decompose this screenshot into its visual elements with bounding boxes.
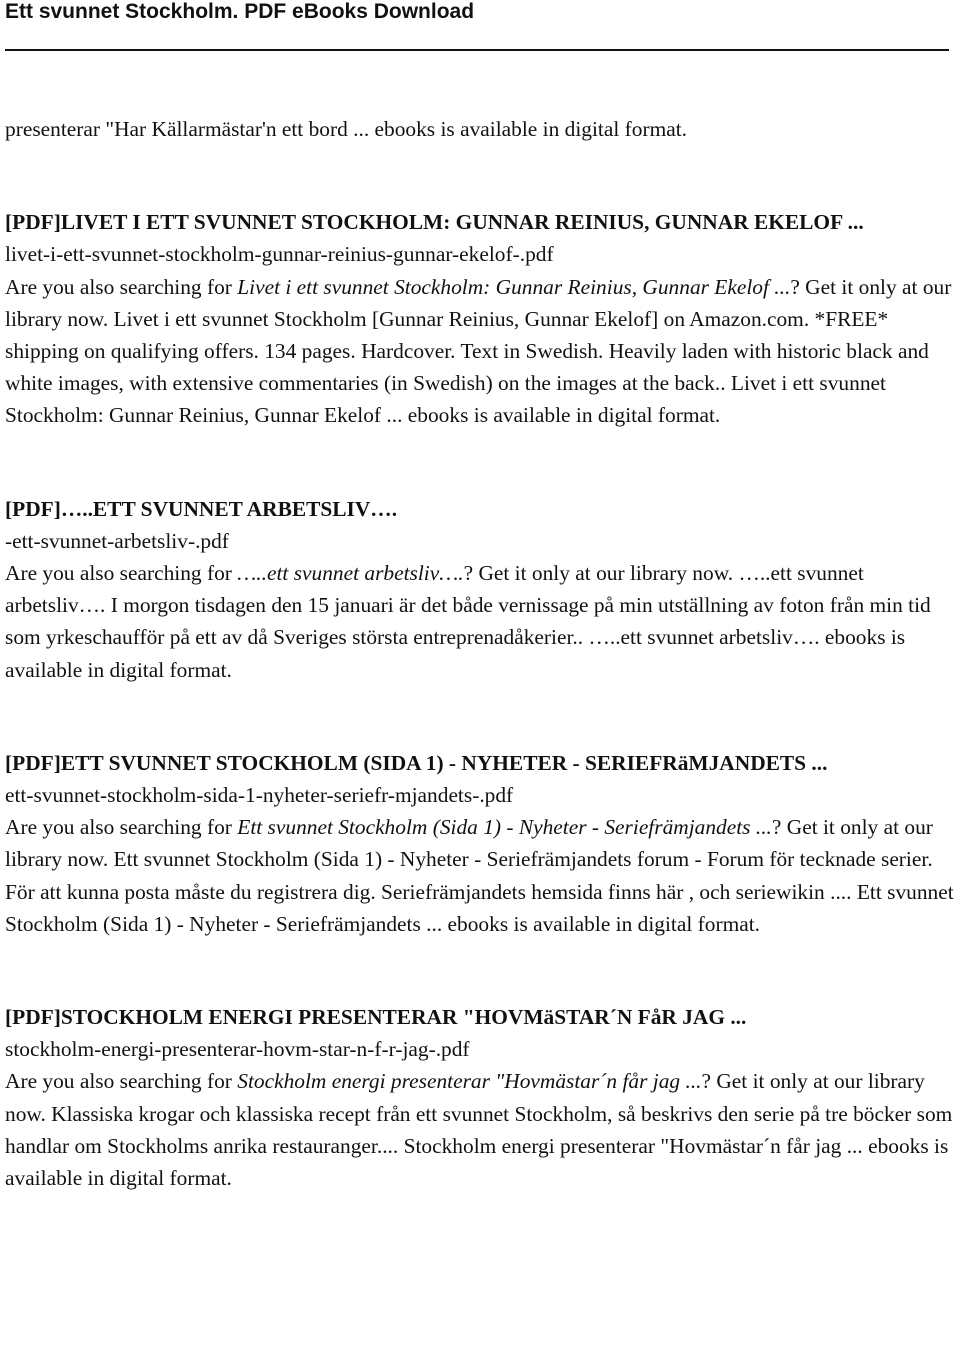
entry-filename: livet-i-ett-svunnet-stockholm-gunnar-reinius-gunnar-ekelof-.pdf	[5, 242, 554, 267]
search-prefix: Are you also searching for	[5, 274, 238, 299]
description-text: ? Get it only at our library now. Ett svunnet Stockholm (Sida 1) - Nyheter - Seriefrämjandets forum - Forum för tecknade serier. För att kunna posta måste du registrera dig. Seriefrämjandets hemsida finns här , och seriewikin .... Ett svunnet Stockholm (Sida 1) - Nyheter - Seriefrämjandets ... ebooks is available in digital format.	[5, 815, 954, 936]
search-prefix: Are you also searching for	[5, 561, 238, 586]
intro-paragraph: presenterar "Har Källarmästar'n ett bord ... ebooks is available in digital format.	[5, 117, 687, 141]
description-text: ? Get it only at our library now. Livet i ett svunnet Stockholm [Gunnar Reinius, Gunnar Ekelof] on Amazon.com. *FREE* shipping on qualifying offers. 134 pages. Hardcover. Text in Swedish. Heavily laden with historic black and white images, with extensive commentaries (in Swedish) on the images at the back.. Livet i ett svunnet Stockholm: Gunnar Reinius, Gunnar Ekelof ... ebooks is available in digital format.	[5, 274, 952, 428]
header-divider	[5, 49, 949, 51]
page-title: Ett svunnet Stockholm. PDF eBooks Download	[5, 0, 475, 23]
search-term: Stockholm energi presenterar "Hovmästar´n får jag ...	[237, 1069, 702, 1094]
search-term: …..ett svunnet arbetsliv….	[237, 561, 464, 586]
ebook-entry	[5, 206, 955, 431]
search-prefix: Are you also searching for	[5, 815, 238, 840]
description-text: ? Get it only at our library now. …..ett svunnet arbetsliv…. I morgon tisdagen den 15 januari är det både vernissage på min utställning av foton från min tid som yrkeschaufför på ett av då Sveriges största entreprenadåkerier.. …..ett svunnet arbetsliv…. ebooks is available in digital format.	[5, 561, 931, 682]
entry-description	[5, 557, 955, 686]
search-term: Ett svunnet Stockholm (Sida 1) - Nyheter - Seriefrämjandets ...	[237, 815, 772, 840]
entry-description	[5, 811, 955, 940]
entry-title[interactable]: [PDF]…..ETT SVUNNET ARBETSLIV….	[5, 496, 398, 521]
ebook-entry	[5, 493, 955, 686]
description-text: ? Get it only at our library now. Klassiska krogar och klassiska recept från ett svunnet Stockholm, så beskrivs den serie på tre böcker som handlar om Stockholms anrika restauranger.... Stockholm energi presenterar "Hovmästar´n får jag ... ebooks is available in digital format.	[5, 1069, 953, 1191]
ebook-entry	[5, 1001, 955, 1194]
entry-description	[5, 1065, 955, 1194]
search-term: Livet i ett svunnet Stockholm: Gunnar Reinius, Gunnar Ekelof ...	[237, 274, 791, 299]
entry-filename: stockholm-energi-presenterar-hovm-star-n-f-r-jag-.pdf	[5, 1037, 470, 1062]
entry-title[interactable]: [PDF]LIVET I ETT SVUNNET STOCKHOLM: GUNNAR REINIUS, GUNNAR EKELOF ...	[5, 210, 864, 235]
document-body	[5, 113, 955, 1255]
entry-title[interactable]: [PDF]STOCKHOLM ENERGI PRESENTERAR "HOVMäSTAR´N FåR JAG ...	[5, 1005, 747, 1030]
entry-title[interactable]: [PDF]ETT SVUNNET STOCKHOLM (SIDA 1) - NYHETER - SERIEFRäMJANDETS ...	[5, 750, 828, 775]
ebook-entry	[5, 747, 955, 940]
entry-filename: -ett-svunnet-arbetsliv-.pdf	[5, 528, 229, 553]
entry-description	[5, 271, 955, 432]
search-prefix: Are you also searching for	[5, 1069, 238, 1094]
entry-filename: ett-svunnet-stockholm-sida-1-nyheter-seriefr-mjandets-.pdf	[5, 783, 514, 808]
